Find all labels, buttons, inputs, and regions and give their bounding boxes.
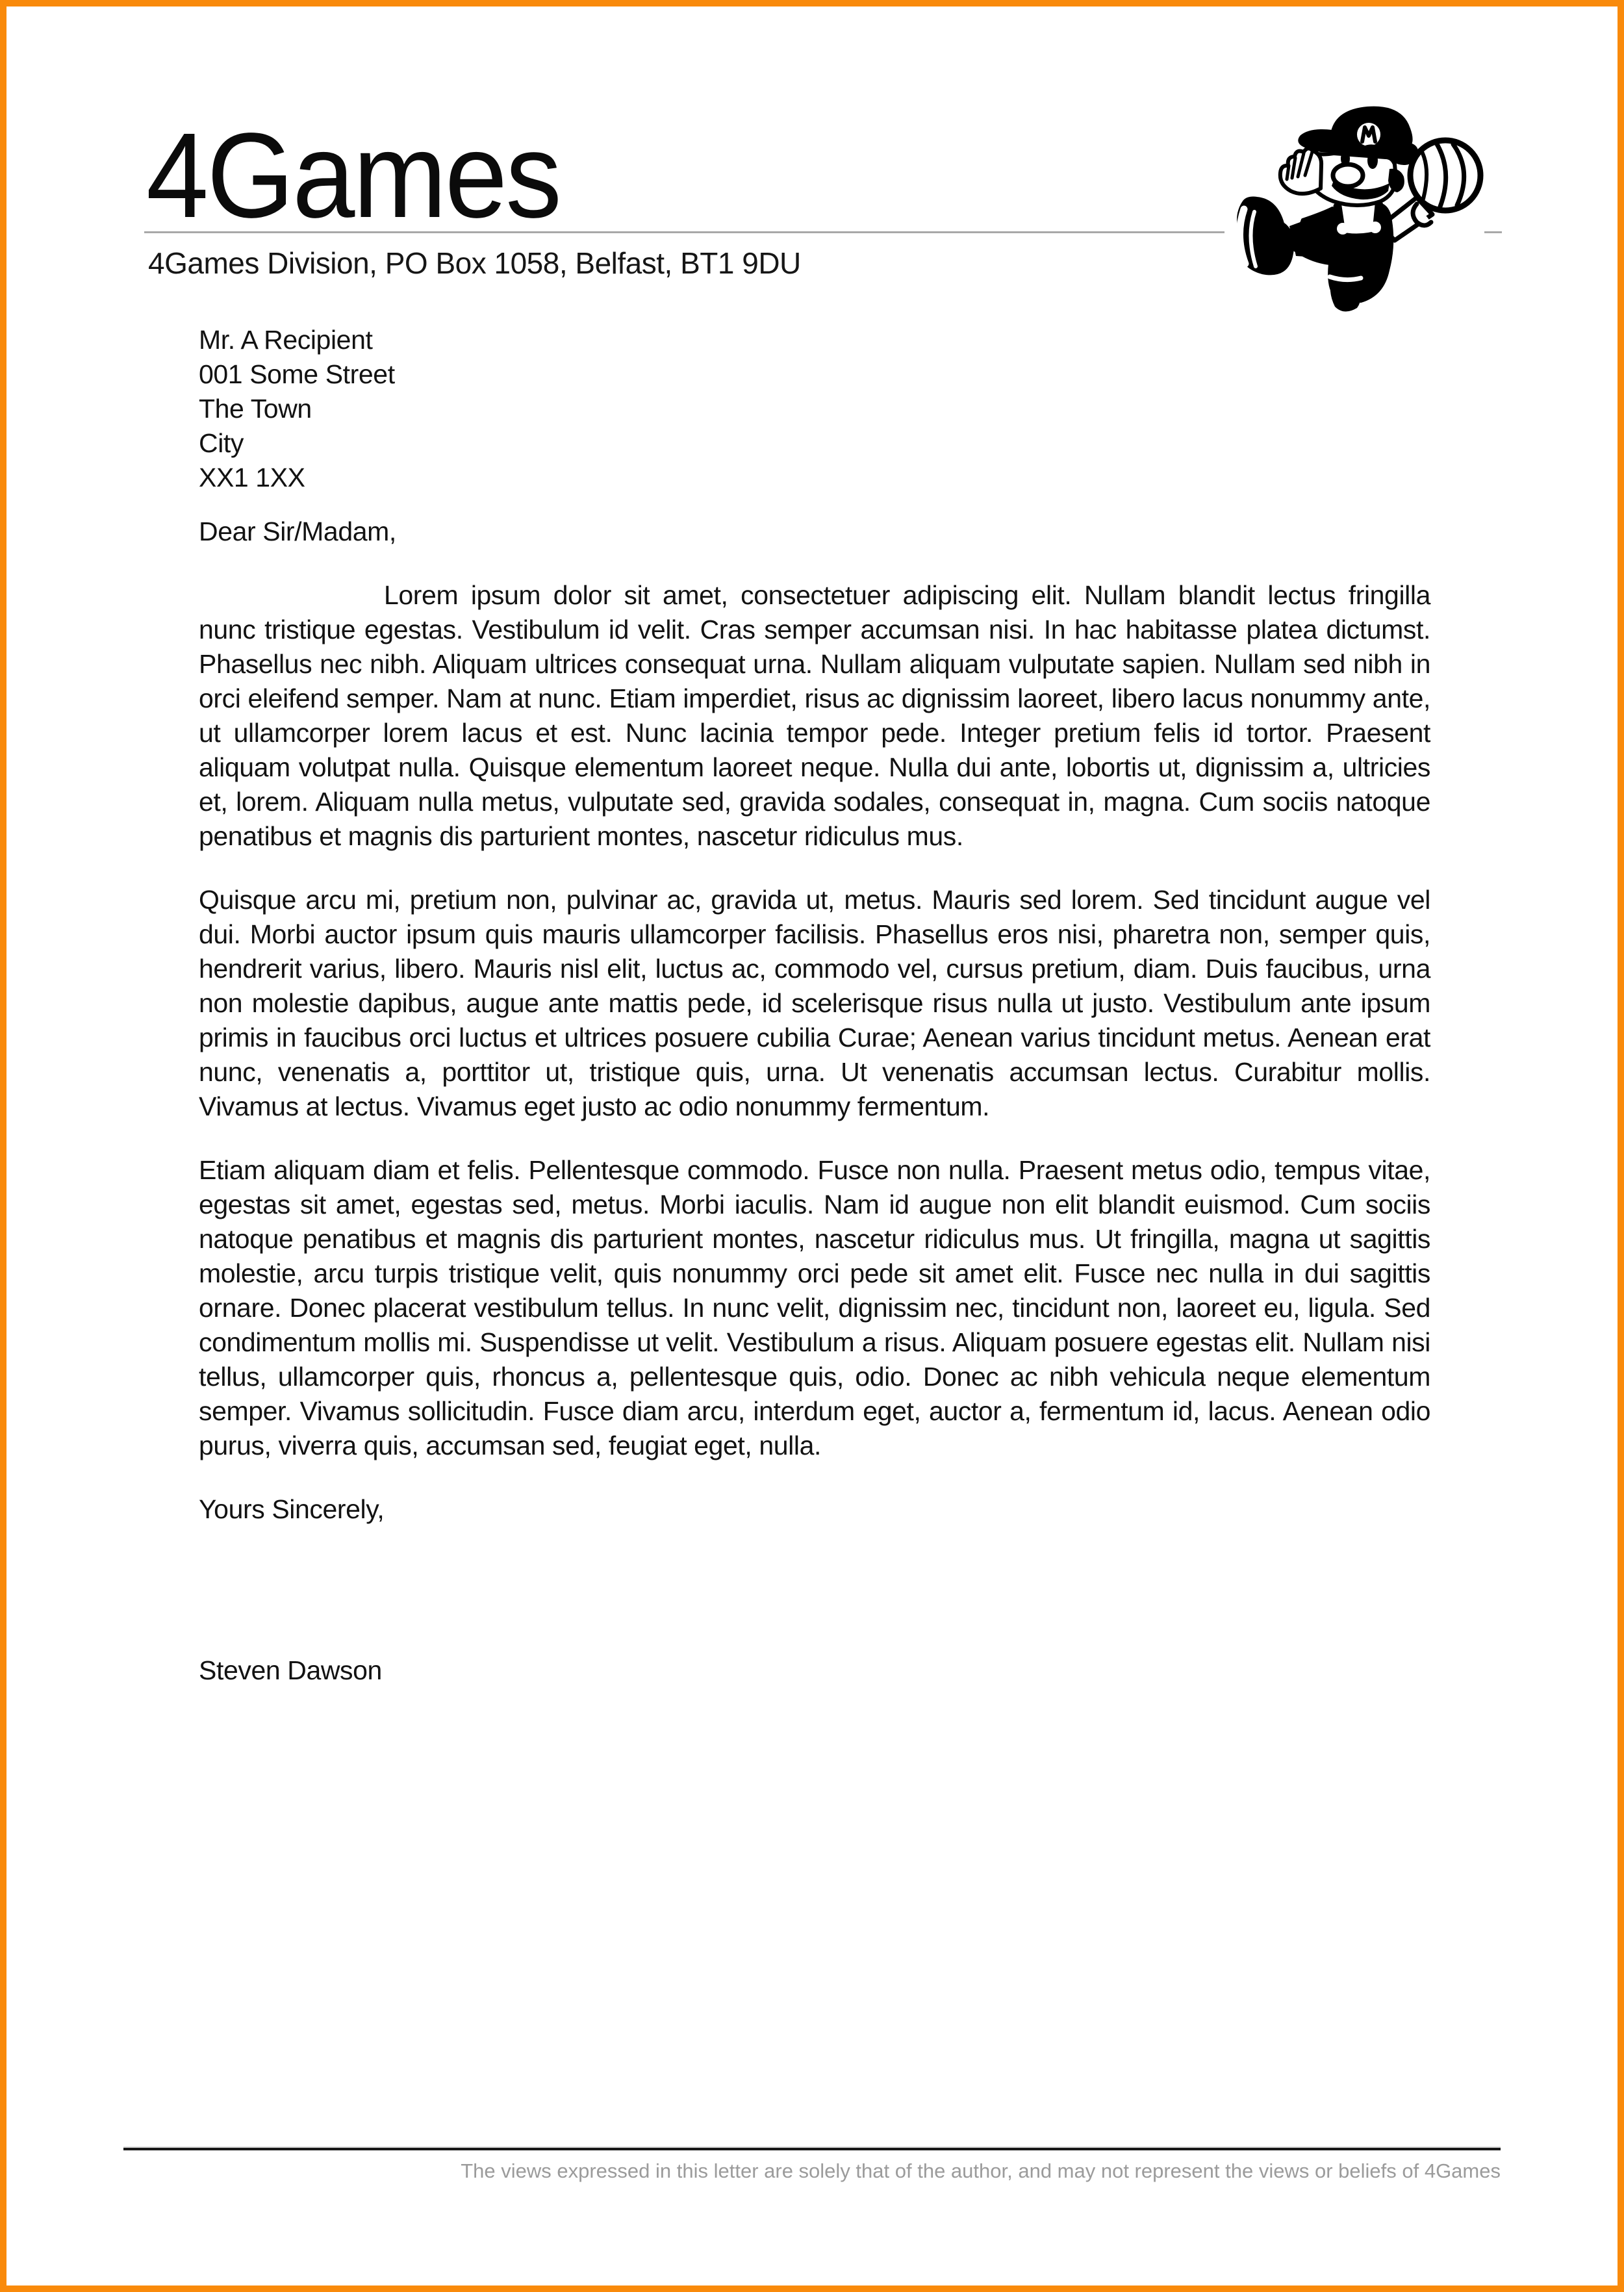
recipient-postcode: XX1 1XX	[199, 463, 305, 492]
company-title: 4Games	[146, 108, 561, 243]
recipient-city: City	[199, 428, 244, 458]
mario-jumping-icon	[1224, 103, 1484, 317]
signature-name: Steven Dawson	[199, 1655, 382, 1685]
letter-paragraph-3: Etiam aliquam diam et felis. Pellentesque commodo. Fusce non nulla. Praesent metus odio, tempus vitae, egestas sit amet, egestas sed, metus. Morbi iaculis. Nam id augue non elit blandit euismod. Cum sociis natoque penatibus et magnis dis parturient montes, nascetur ridiculus mus. Ut fringilla, magna ut sagittis molestie, arcu turpis tristique velit, quis nonummy orci pede sit amet elit. Fusce nec nulla in dui sagittis ornare. Donec placerat vestibulum tellus. In nunc velit, dignissim nec, tincidunt non, laoreet eu, ligula. Sed condimentum mollis mi. Suspendisse ut velit. Vestibulum a risus. Aliquam posuere egestas elit. Nullam nisi tellus, ullamcorper quis, rhoncus a, pellentesque quis, odio. Donec ac nibh vehicula neque elementum semper. Vivamus sollicitudin. Fusce diam arcu, interdum eget, auctor a, fermentum id, lacus. Aenean odio purus, viverra quis, accumsan sed, feugiat eget, nulla.	[199, 1155, 1430, 1460]
letter-body	[199, 323, 1430, 1688]
letter-paragraph-1: Lorem ipsum dolor sit amet, consectetuer adipiscing elit. Nullam blandit lectus fringilla nunc tristique egestas. Vestibulum id velit. Cras semper accumsan nisi. In hac habitasse platea dictumst. Phasellus nec nibh. Aliquam ultrices consequat urna. Nullam aliquam vulputate sapien. Nullam sed nibh in orci eleifend semper. Nam at nunc. Etiam imperdiet, risus ac dignissim laoreet, libero lacus nonummy ante, ut ullamcorper lorem lacus et est. Nunc lacinia tempor pede. Integer pretium felis id tortor. Praesent aliquam volutpat nulla. Quisque elementum laoreet neque. Nulla dui ante, lobortis ut, dignissim a, ultricies et, lorem. Aliquam nulla metus, vulputate sed, gravida sodales, consequat in, magna. Cum sociis natoque penatibus et magnis dis parturient montes, nascetur ridiculus mus.	[199, 580, 1430, 851]
salutation: Dear Sir/Madam,	[199, 516, 396, 546]
recipient-name: Mr. A Recipient	[199, 325, 373, 355]
footer-divider-line	[123, 2146, 1501, 2150]
recipient-street: 001 Some Street	[199, 359, 395, 389]
closing-line: Yours Sincerely,	[199, 1494, 385, 1524]
letter-paragraph-2: Quisque arcu mi, pretium non, pulvinar ac, gravida ut, metus. Mauris sed lorem. Sed tincidunt augue vel dui. Morbi auctor ipsum quis mauris ullamcorper facilisis. Phasellus eros nisi, pharetra non, semper quis, hendrerit varius, libero. Mauris nisl elit, luctus ac, commodo vel, cursus pretium, diam. Duis faucibus, urna non molestie dapibus, augue ante mattis pede, id scelerisque risus nulla ut justo. Vestibulum ante ipsum primis in faucibus orci luctus et ultrices posuere cubilia Curae; Aenean varius tincidunt metus. Aenean erat nunc, venenatis a, porttitor ut, tristique quis, urna. Ut venenatis accumsan lectus. Curabitur mollis. Vivamus at lectus. Vivamus eget justo ac odio nonummy fermentum.	[199, 885, 1430, 1121]
footer-disclaimer: The views expressed in this letter are solely that of the author, and may not represent the views or beliefs of 4Games	[461, 2159, 1501, 2182]
recipient-town: The Town	[199, 394, 312, 424]
company-address-line: 4Games Division, PO Box 1058, Belfast, BT1 9DU	[148, 246, 801, 280]
